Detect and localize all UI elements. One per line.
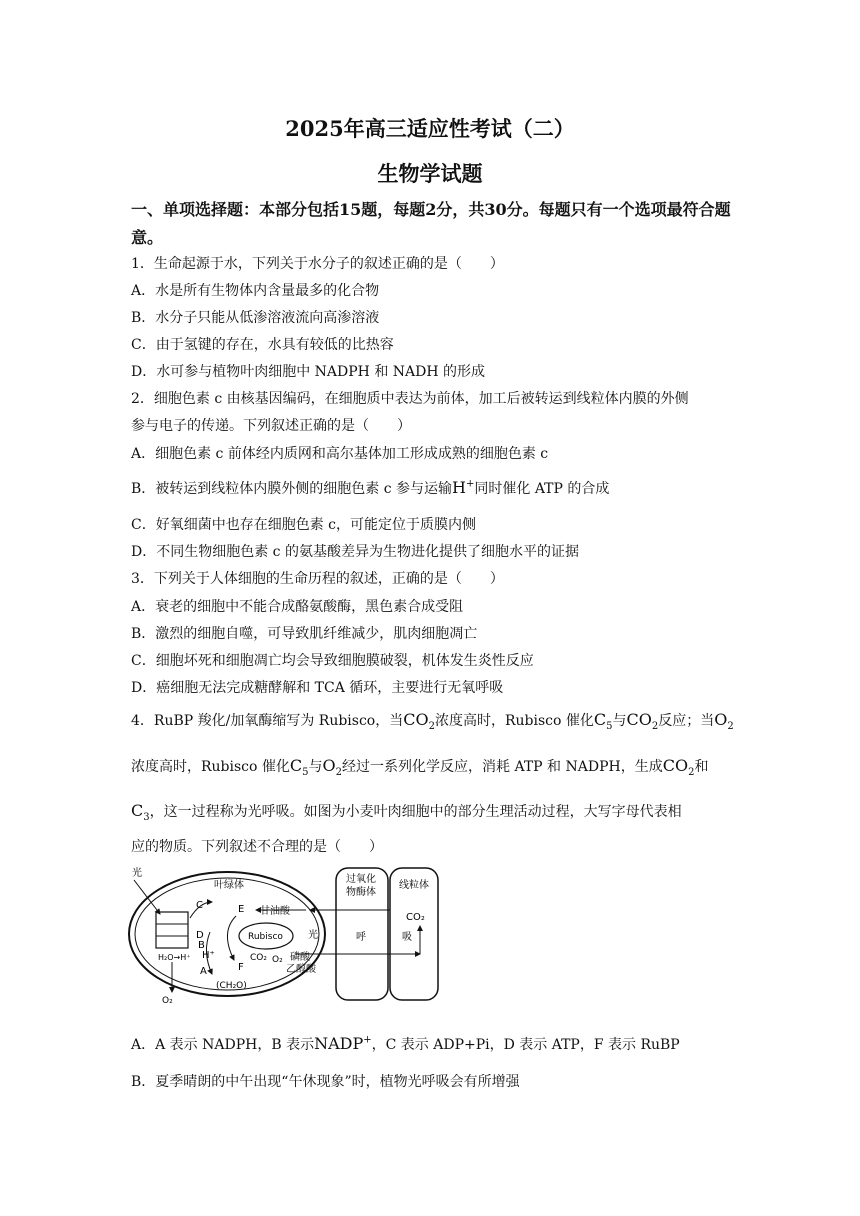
thylakoid-stack [156,912,188,948]
svg-text:CO₂: CO₂ [250,953,267,963]
q2-option-d: D．不同生物细胞色素 c 的氨基酸差异为生物进化提供了细胞水平的证据 [131,544,579,560]
q4-stem-line3: $C_3$，这一过程称为光呼吸。如图为小麦叶肉细胞中的部分生理活动过程，大写字母代表相 [131,801,682,824]
svg-text:H₂O→H⁺: H₂O→H⁺ [158,953,191,962]
q1-option-d: D．水可参与植物叶肉细胞中 NADPH 和 NADH 的形成 [131,364,486,380]
q4-stem-line1: 4．RuBP 羧化/加氧酶缩写为 Rubisco，当$CO_2$浓度高时，Rubisco 催化$C_5$与$CO_2$反应；当$O_2$ [131,710,734,733]
co2-formula: $CO_2$ [403,710,435,733]
q3-option-c: C．细胞坏死和细胞凋亡均会导致细胞膜破裂，机体发生炎性反应 [131,653,534,669]
svg-text:D: D [196,930,204,941]
q2-option-b-text2: 同时催化 ATP 的合成 [474,481,610,497]
q3-option-b: B．激烈的细胞自噬，可导致肌纤维减少，肌肉细胞凋亡 [131,626,478,642]
co2-formula: $CO_2$ [662,756,695,779]
q4-option-b: B．夏季晴朗的中午出现“午休现象”时，植物光呼吸会有所增强 [131,1074,520,1090]
light-label: 光 [132,868,142,879]
q2-stem-line1: 2．细胞色素 c 由核基因编码，在细胞质中表达为前体，加工后被转运到线粒体内膜的外侧 [131,391,689,407]
c3-formula: $C_3$ [131,801,150,824]
svg-text:乙醇酸: 乙醇酸 [286,964,316,975]
svg-text:磷酸: 磷酸 [290,952,310,963]
svg-text:A: A [200,966,207,977]
c5-formula: $C_5$ [289,756,309,779]
svg-text:过氧化: 过氧化 [346,874,376,885]
svg-text:C: C [196,900,203,911]
q1-option-c: C．由于氢键的存在，水具有较低的比热容 [131,337,394,353]
co2-formula: $CO_2$ [626,710,659,733]
q2-option-c: C．好氧细菌中也存在细胞色素 c，可能定位于质膜内侧 [131,517,477,533]
hydrogen-ion: H+ [452,478,475,497]
q3-option-d: D．癌细胞无法完成糖酵解和 TCA 循环，主要进行无氧呼吸 [131,680,504,696]
q1-option-b: B．水分子只能从低渗溶液流向高渗溶液 [131,310,380,326]
q2-stem-line2: 参与电子的传递。下列叙述正确的是（ ） [131,418,411,434]
svg-text:B: B [198,940,205,951]
svg-text:E: E [238,904,245,915]
q3-stem: 3．下列关于人体细胞的生命历程的叙述，正确的是（ ） [131,571,504,587]
svg-text:F: F [238,962,244,973]
svg-text:吸: 吸 [402,932,412,943]
q4-stem-line2: 浓度高时，Rubisco 催化$C_5$与$O_2$经过一系列化学反应，消耗 ATP 和 NADPH，生成$CO_2$和 [131,756,709,779]
o2-formula: $O_2$ [322,756,343,779]
svg-text:甘油酸: 甘油酸 [260,906,290,917]
page-subtitle: 生物学试题 [377,161,483,186]
c5-formula: $C_5$ [593,710,613,733]
q2-option-b-text1: B．被转运到线粒体内膜外侧的细胞色素 c 参与运输 [131,481,453,497]
svg-text:(CH₂O): (CH₂O) [216,981,247,991]
q3-option-a: A．衰老的细胞中不能合成酪氨酸酶，黑色素合成受阻 [131,599,464,615]
rubisco-label: Rubisco [248,932,283,942]
svg-text:光: 光 [308,930,318,941]
svg-text:O₂: O₂ [272,955,283,965]
q1-option-a: A．水是所有生物体内含量最多的化合物 [131,283,380,299]
svg-text:线粒体: 线粒体 [399,880,429,891]
nadp-formula: NADP+ [314,1034,372,1053]
q2-option-b [131,478,609,498]
q2-option-a: A．细胞色素 c 前体经内质网和高尔基体加工形成成熟的细胞色素 c [131,446,549,462]
q1-stem: 1．生命起源于水，下列关于水分子的叙述正确的是（ ） [131,256,504,272]
page-title: 2025年高三适应性考试（二） [285,116,575,141]
o2-formula: $O_2$ [714,710,734,733]
svg-text:CO₂: CO₂ [406,912,425,923]
q4-option-a: A．A 表示 NADPH，B 表示NADP+，C 表示 ADP+Pi，D 表示 ATP，F 表示 RuBP [131,1034,680,1053]
q4-stem-line4: 应的物质。下列叙述不合理的是（ ） [131,839,383,855]
svg-text:O₂: O₂ [162,996,173,1006]
svg-text:H⁺: H⁺ [202,950,215,961]
photorespiration-diagram [120,862,450,1006]
section-heading: 一、单项选择题：本部分包括15题，每题2分，共30分。每题只有一个选项最符合题意。 [131,200,731,247]
svg-text:呼: 呼 [356,932,366,943]
svg-text:叶绿体: 叶绿体 [214,880,244,891]
svg-text:物酶体: 物酶体 [346,887,376,898]
